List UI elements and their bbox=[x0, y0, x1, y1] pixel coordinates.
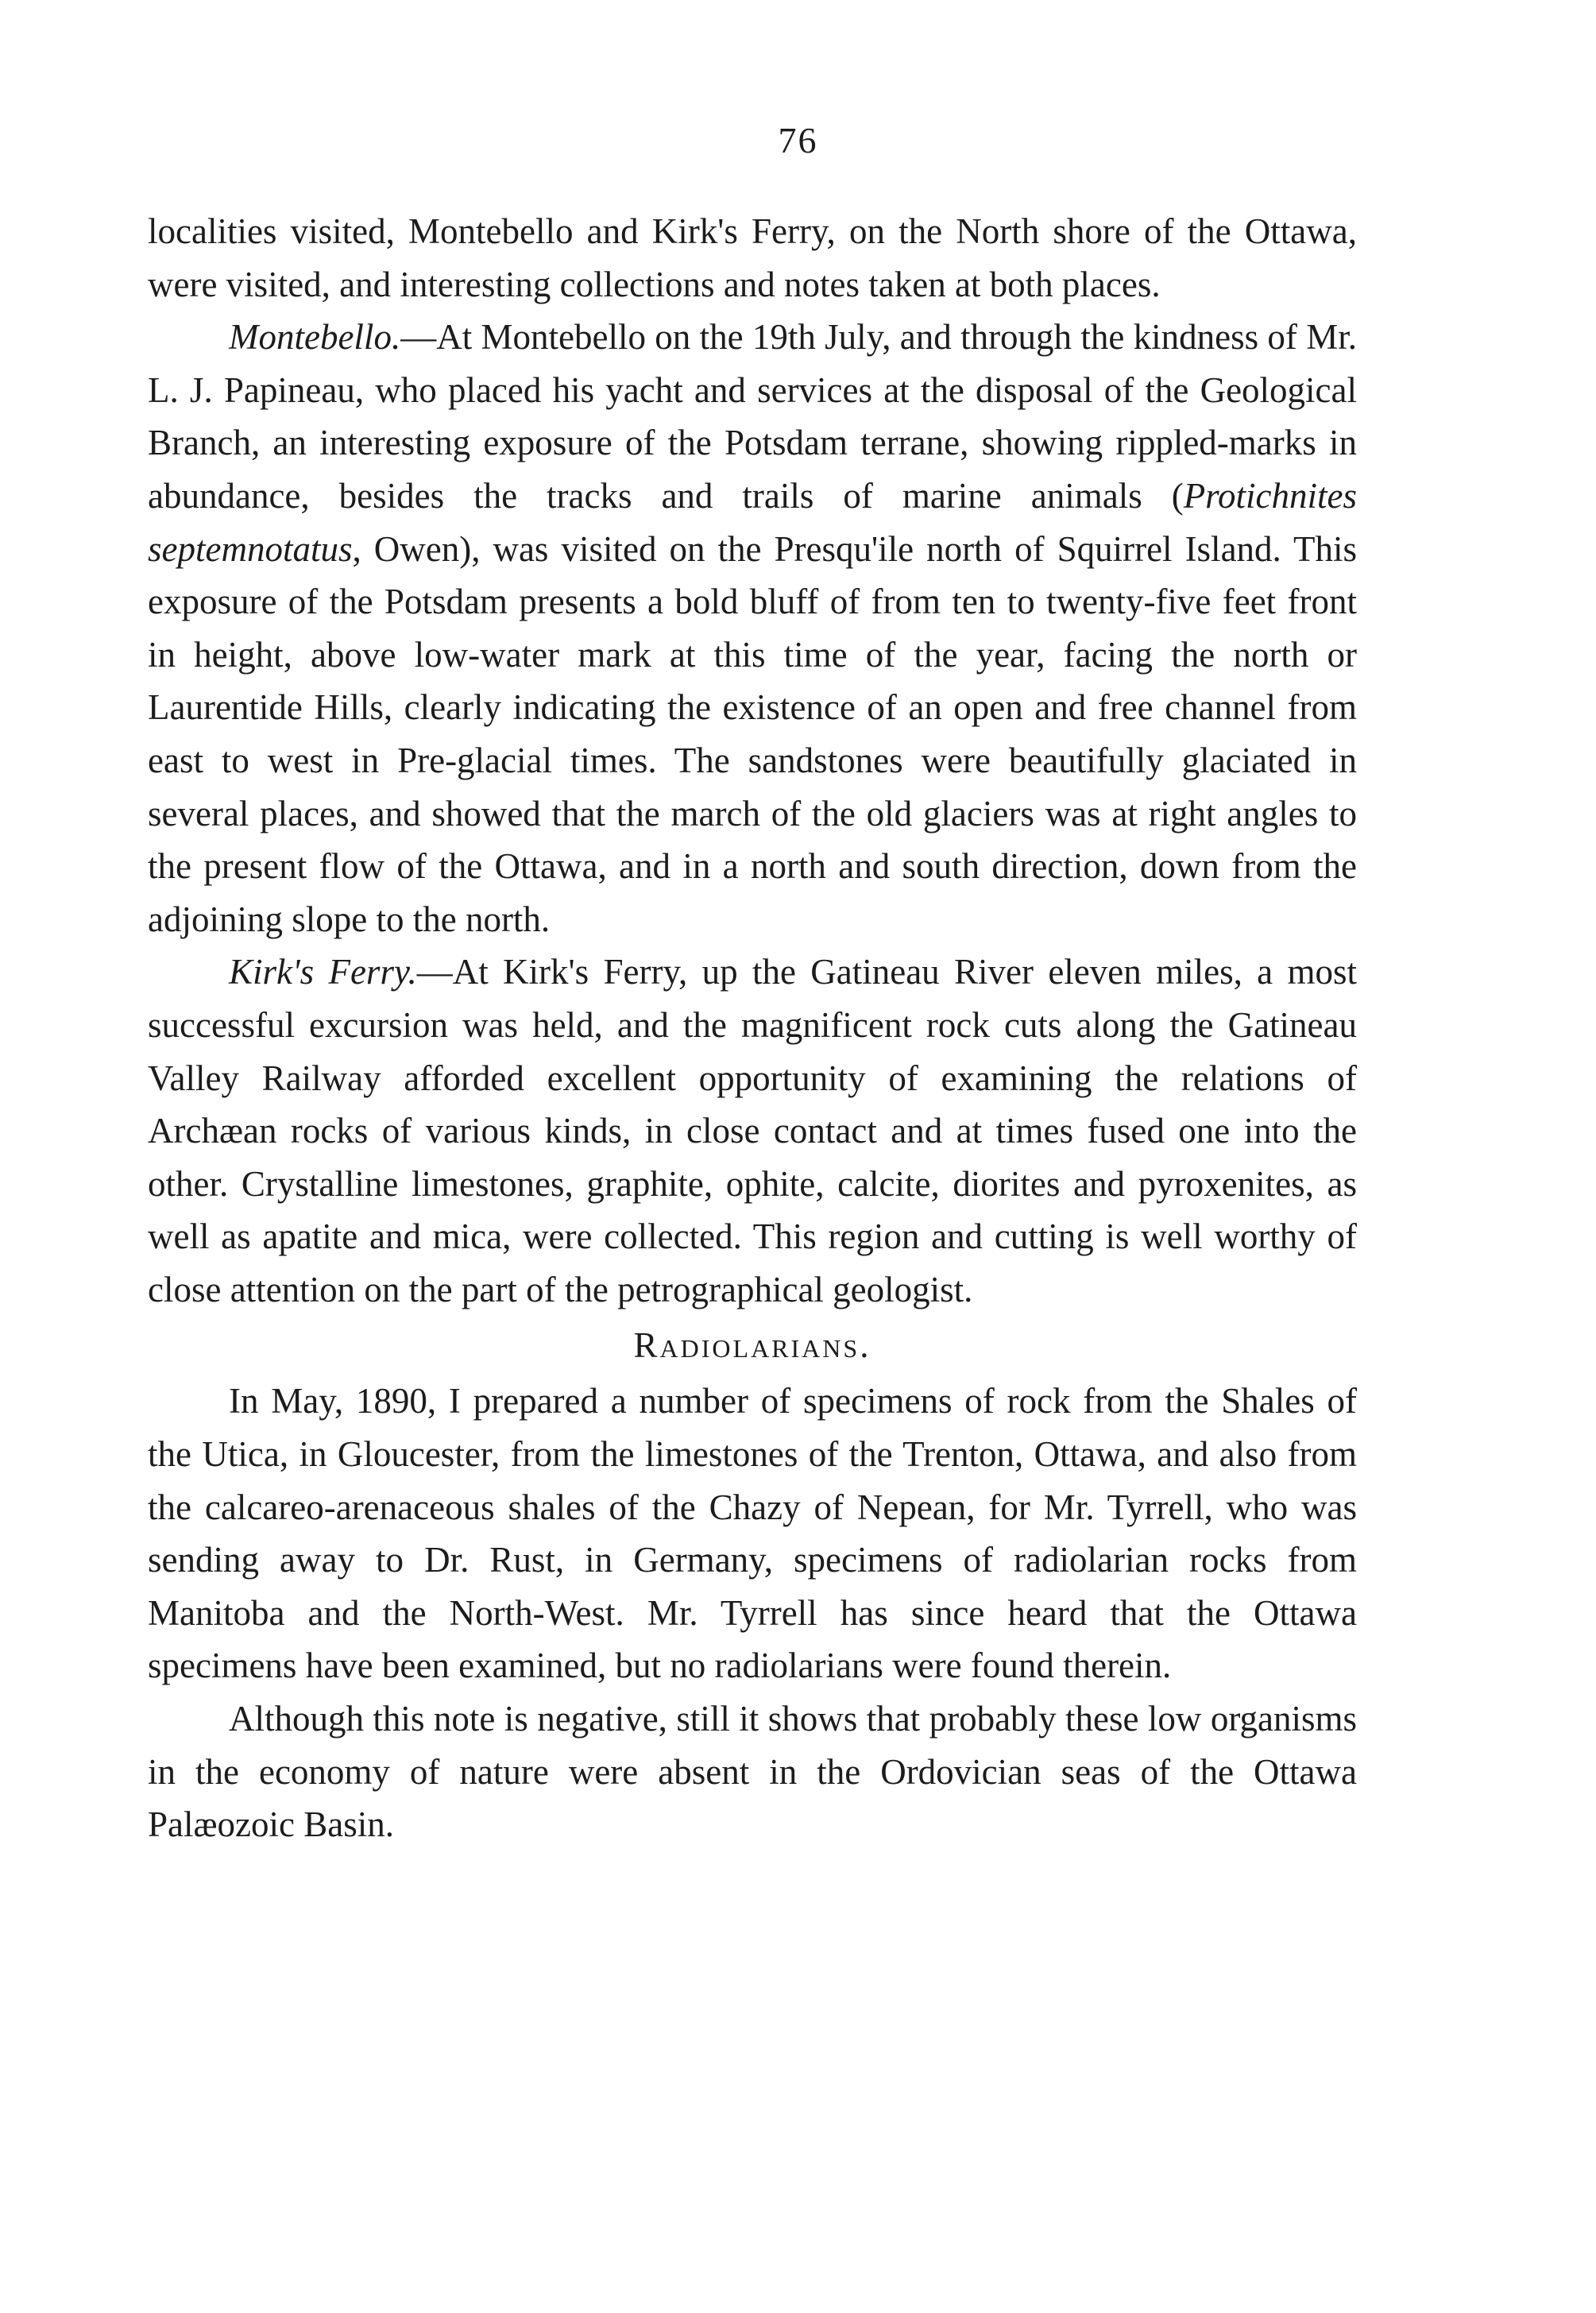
montebello-text-b: , Owen), was visited on the Presqu'ile north of Squirrel Island. This exposure of the Potsdam presents a bold bluff of from ten to twenty-five feet front in height, above low-water mark at this time of the year, facing the north or Laurentide Hills, clearly indicating the existence of an open and free channel from east to west in Pre-glacial times. The sandstones were beautifully glaciated in several places, and showed that the march of the old glaciers was at right angles to the present flow of the Ottawa, and in a north and south direction, down from the adjoining slope to the north. bbox=[148, 528, 1357, 939]
paragraph-conclusion: Although this note is negative, still it shows that probably these low organisms in the economy of nature were absent in the Ordovician seas of the Ottawa Palæozoic Basin. bbox=[148, 1699, 1357, 1845]
paragraph-localities: localities visited, Montebello and Kirk's Ferry, on the North shore of the Ottawa, were visited, and interesting collections and notes taken at both places. bbox=[148, 211, 1357, 304]
montebello-text-a: —At Montebello on the 19th July, and through the kindness of Mr. L. J. Papineau, who placed his yacht and services at the disposal of the Geological Branch, an interesting exposure of the Potsdam terrane, showing rippled-marks in abundance, besides the tracks and trails of marine animals ( bbox=[148, 317, 1357, 516]
paragraph-radiolarians: In May, 1890, I prepared a number of specimens of rock from the Shales of the Utica, in Gloucester, from the limestones of the Trenton, Ottawa, and also from the calcareo-arenaceous shales of the Chazy of Nepean, for Mr. Tyrrell, who was sending away to Dr. Rust, in Germany, specimens of radiolarian rocks from Manitoba and the North-West. Mr. Tyrrell has since heard that the Ottawa specimens have been examined, but no radiolarians were found therein. bbox=[148, 1381, 1357, 1686]
paragraph-kirks-ferry bbox=[148, 946, 1357, 1316]
body-text bbox=[148, 205, 1357, 1851]
section-heading-radiolarians: Radiolarians. bbox=[633, 1325, 871, 1366]
paragraph-montebello bbox=[148, 311, 1357, 946]
page-number: 76 bbox=[778, 120, 818, 161]
montebello-heading: Montebello. bbox=[229, 317, 401, 358]
species-name: Protichnites septemnotatus bbox=[148, 475, 1357, 569]
kirks-ferry-heading: Kirk's Ferry. bbox=[229, 952, 417, 992]
kirks-ferry-text: —At Kirk's Ferry, up the Gatineau River eleven miles, a most successful excursion was held, and the magnificent rock cuts along the Gatineau Valley Railway afforded excellent opportunity of examining the relations of Archæan rocks of various kinds, in close contact and at times fused one into the other. Crystalline limestones, graphite, ophite, calcite, diorites and pyroxenites, as well as apatite and mica, were collected. This region and cutting is well worthy of close attention on the part of the petrographical geologist. bbox=[148, 952, 1357, 1309]
